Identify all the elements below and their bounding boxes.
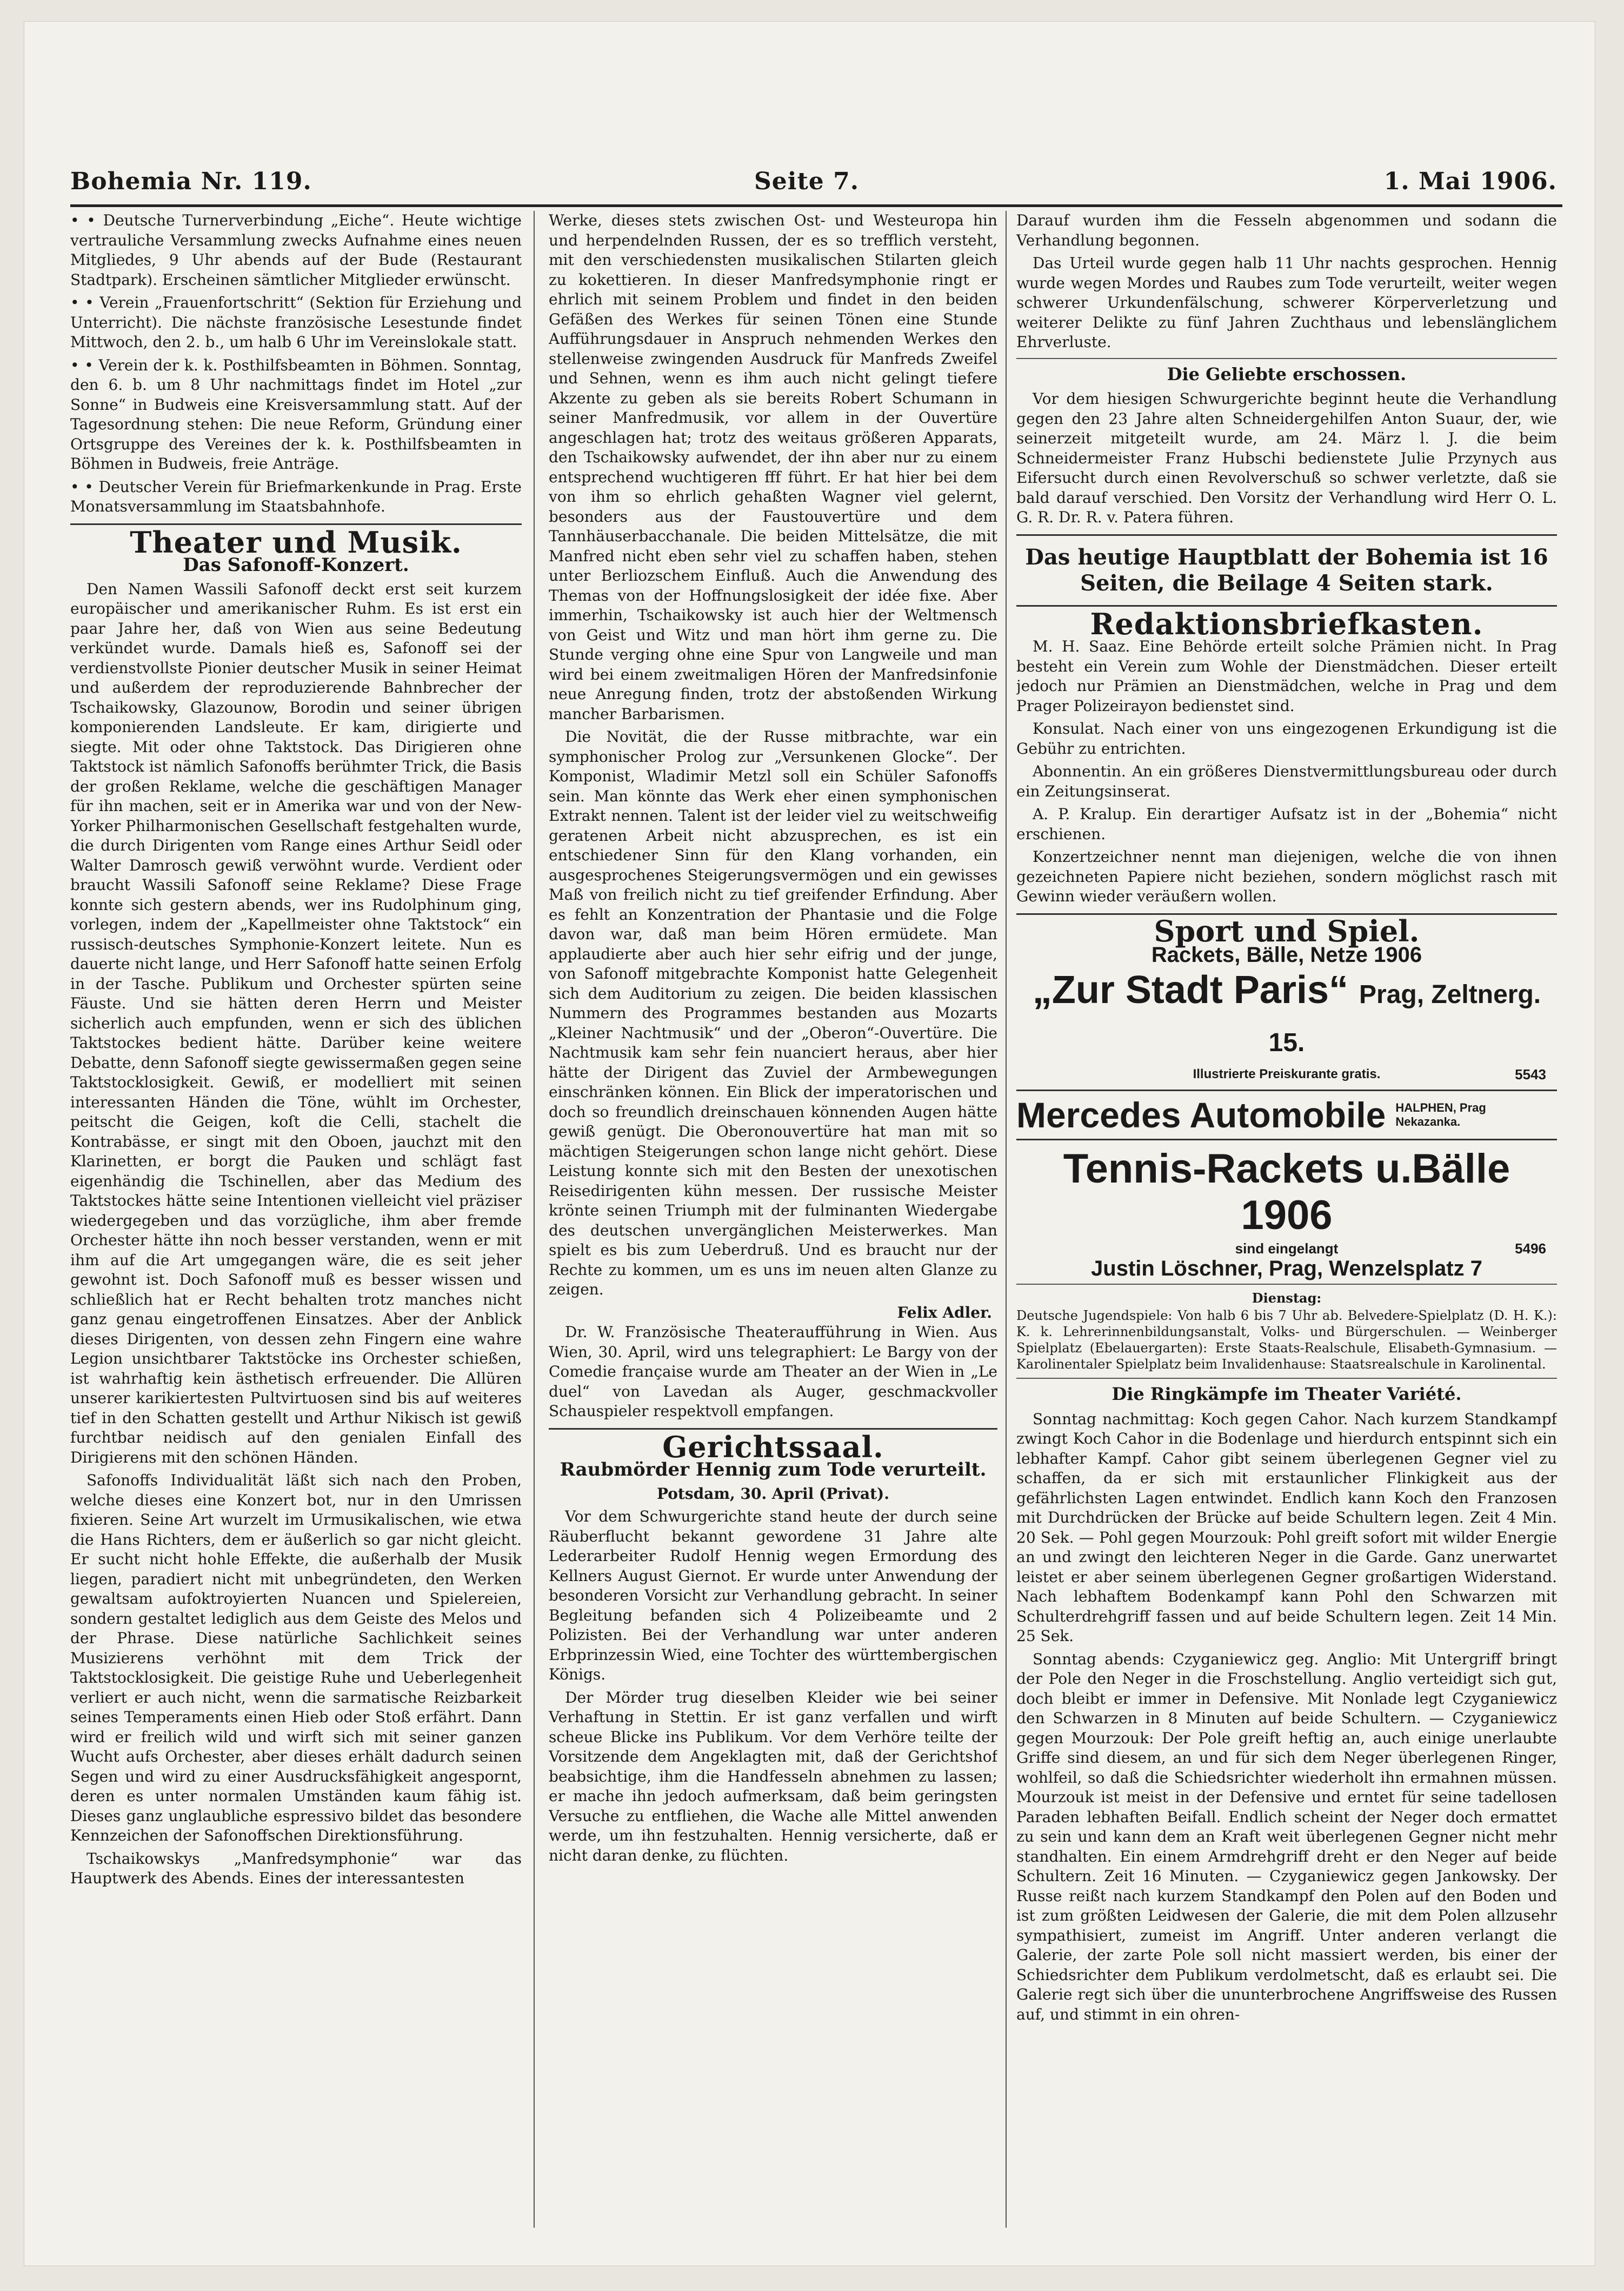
- club-notice: • • Verein der k. k. Posthilfsbeamten in Böhmen. Sonntag, den 6. b. um 8 Uhr nachmittags findet im Hotel „zur Sonne“ in Budweis eine Kreisversammlung statt. Auf der Tagesordnung stehen: Die neue Reform, Gründung einer Ortsgruppe des Vereines der k. k. Posthilfsbeamten in Böhmen in Budweis, freie Anträge.: [70, 356, 522, 473]
- mailbox-item: Konsulat. Nach einer von uns eingezogenen Erkundigung ist die Gebühr zu entrichten.: [1016, 720, 1557, 758]
- newspaper-page: [24, 22, 1595, 2266]
- advertisement-loeschner: [1016, 1146, 1557, 1278]
- section-rule: [1016, 1378, 1557, 1379]
- header-paper-number: Bohemia Nr. 119.: [70, 168, 312, 195]
- section-title-theater: Theater und Musik.: [130, 524, 462, 560]
- ad-headline: [1016, 968, 1557, 1065]
- ad-dealer: HALPHEN, Prag: [1395, 1101, 1486, 1114]
- article-title-shot: Die Geliebte erschossen.: [1167, 363, 1407, 384]
- article-paragraph: Vor dem Schwurgerichte stand heute der durch seine Räuberflucht bekannt gewordene 31 Jahre alte Lederarbeiter Rudolf Hennig wegen Ermordung des Kellners August Giernot. Er wurde unter Anwendung der besonderen Vorsicht zur Verhandlung gebracht. In seiner Begleitung befanden sich 4 Polizeibeamte und 2 Polizisten. Bei der Verhandlung war unter anderen Erbprinzessin Wied, eine Tochter des württembergischen Königs.: [549, 1508, 997, 1683]
- ad-headline: Tennis-Rackets u.Bälle 1906: [1063, 1146, 1510, 1238]
- section-rule: [1016, 534, 1557, 536]
- youth-games-program: [1016, 1290, 1557, 1372]
- header-page-number: Seite 7.: [754, 168, 860, 195]
- article-paragraph: Der Mörder trug dieselben Kleider wie bei seiner Verhaftung in Stettin. Er ist ganz verfallen und wirft scheue Blicke ins Publikum. Vor dem Verhöre teilte der Vorsitzende dem Angeklagten mit, daß der Gerichtshof beabsichtige, ihm die Handfesseln abnehmen zu lassen; er mache ihn jedoch aufmerksam, daß beim geringsten Versuche zu entfliehen, die Wache alle Mittel anwenden werde, um ihn festzuhalten. Hennig versicherte, daß er nicht daran denke, zu flüchten.: [549, 1688, 997, 1864]
- ad-code: 5543: [1515, 1066, 1546, 1083]
- article-paragraph: Safonoffs Individualität läßt sich nach den Proben, welche dieses eine Konzert bot, nur in den Umrissen fixieren. Seine Art wurzelt im Urmusikalischen, wie etwa die Hans Richters, dem er äußerlich so gar nicht gleicht. Er sucht nicht hohle Effekte, die außerhalb der Musik liegen, paradiert nicht mit unbegründeten, den Werken gewaltsam aufoktroyierten Nuancen und Spielereien, sondern gestaltet lediglich aus dem Geiste des Melos und der Phrase. Diese natürliche Sachlichkeit seines Musizierens verhöhnt mit dem Trick der Taktstocklosigkeit. Die geistige Ruhe und Ueberlegenheit verliert er auch nicht, wenn die sarmatische Reizbarkeit seines Temperaments einen Hieb oder Stoß erfährt. Dann wird er freilich wild und wirft sich mit seiner ganzen Wucht aufs Orchester, aber dieses erhält dadurch seinen Segen und wird zu einer Ausdrucksfähigkeit angespornt, deren es unter normalen Umständen kaum fähig ist. Dieses ganz unglaubliche espressivo bildet das besondere Kennzeichen der Safonoffschen Direktionsführung.: [70, 1471, 522, 1844]
- ad-headline: Mercedes Automobile: [1016, 1095, 1386, 1135]
- news-french-theater: Dr. W. Französische Theateraufführung in Wien. Aus Wien, 30. April, wird uns telegraphiert: Le Bargy von der Comedie française wurde am Theater an der Wien in „Le duel“ von Lavedan als Auger, geschmackvoller Schauspieler respektvoll empfangen.: [549, 1323, 997, 1420]
- article-paragraph: Tschaikowskys „Manfredsymphonie“ war das Hauptwerk des Abends. Eines der interessantesten: [70, 1849, 522, 1887]
- article-title-hennig: Raubmörder Hennig zum Tode verurteilt.: [560, 1459, 987, 1480]
- section-title-sport: Sport und Spiel.: [1154, 913, 1420, 948]
- column-divider-1: [534, 211, 535, 2228]
- ad-line: sind eingelangt: [1235, 1240, 1339, 1257]
- advertisement-stadt-paris: [1016, 945, 1557, 1084]
- column-divider-2: [1006, 211, 1007, 2228]
- section-title-mailbox: Redaktionsbriefkasten.: [1090, 606, 1483, 641]
- section-title-court: Gerichtssaal.: [662, 1429, 884, 1464]
- page-count-notice: Das heutige Hauptblatt der Bohemia ist 16 Seiten, die Beilage 4 Seiten stark.: [1025, 544, 1548, 596]
- mailbox-item: Abonnentin. An ein größeres Dienstvermittlungsbureau oder durch ein Zeitungsinserat.: [1016, 762, 1557, 800]
- column-3: [1016, 211, 1557, 2228]
- club-notice: • • Deutsche Turnerverbindung „Eiche“. Heute wichtige vertrauliche Versammlung zwecks Aufnahme eines neuen Mitgliedes, 9 Uhr abends auf der Bude (Restaurant Stadtpark). Erscheinen sämtlicher Mitglieder erwünscht.: [70, 211, 522, 289]
- program-text: Deutsche Jugendspiele: Von halb 6 bis 7 Uhr ab. Belvedere-Spielplatz (D. H. K.): K. k. Lehrerinnenbildungsanstalt, Volks- und Bürgerschulen. — Weinberger Spielplatz (Ebelauergarten): Erste Staats-Realschule, Elisabeth-Gymnasium. — Karolinentaler Spielplatz beim Invalidenhause: Staatsrealschule in Karolinental.: [1016, 1308, 1557, 1372]
- article-paragraph: Sonntag abends: Czyganiewicz geg. Anglio: Mit Untergriff bringt der Pole den Neger in die Froschstellung. Anglio verteidigt sich gut, doch bleibt er immer in Defensive. Mit Nonlade legt Czyganiewicz den Schwarzen in 8 Minuten auf beide Schultern. — Czyganiewicz gegen Mourzouk: Der Pole greift heftig an, auch einige unerlaubte Griffe sind diesem, an und für sich dem Neger überlegenen Ringer, wohlfeil, so daß die Schiedsrichter wiederholt ihn ermahnen müssen. Mourzouk ist meist in der Defensive und erntet für seine tadellosen Paraden lebhaften Beifall. Endlich scheint der Neger doch ermattet zu sein und kann dem an Kraft weit überlegenen Gegner nicht mehr standhalten. Ein einem Armdrehgriff dreht er den Neger auf beide Schultern. Zeit 16 Minuten. — Czyganiewicz gegen Jankowsky. Der Russe reißt nach kurzem Standkampf den Polen auf den Boden und ist zum größten Leidwesen der Galerie, die mit dem Polen allzusehr sympathisiert, zumeist im Angriff. Unter anderen verlangt die Galerie, der zarte Pole soll nicht massiert werden, bis einer der Schiedsrichter dem Publikum verdolmetscht, daß es erlaubt sei. Die Galerie regt sich über die ununterbrochene Angriffsweise des Russen auf, und stimmt in ein ohren-: [1016, 1650, 1557, 2023]
- section-rule: [1016, 1284, 1557, 1285]
- ad-footer: [1016, 1065, 1557, 1085]
- section-rule: [1016, 358, 1557, 359]
- header-rule: [70, 204, 1562, 207]
- ad-street: Nekazanka.: [1395, 1115, 1461, 1128]
- article-paragraph: Die Novität, die der Russe mitbrachte, war ein symphonischer Prolog zur „Versunkenen Glocke“. Der Komponist, Wladimir Metzl soll ein Schüler Safonoffs sein. Man könnte das Werk eher einen symphonischen Extrakt nennen. Talent ist der leider viel zu weitschweifig geratenen Arbeit nicht abzusprechen, es ist ein entschiedener Sinn für den Klang vorhanden, ein ausgesprochenes Steigerungsvermögen und ein gewisses Maß von freilich nicht zu tief greifender Erfindung. Aber es fehlt an Konzentration der Phantasie und die Folge davon war, daß man beim Hören ermüdete. Man applaudierte aber auch hier sehr eifrig und der junge, von Safonoff mitgebrachte Komponist hatte Gelegenheit sich dem Auditorium zu zeigen. Die beiden klassischen Nummern des Programmes bestanden aus Mozarts „Kleiner Nachtmusik“ und der „Oberon“-Ouvertüre. Die Nachtmusik kam sehr fein nuanciert heraus, aber hier hätte der Dirigent das Zuviel der Armbewegungen einschränken können. Ein Blick der imperatorischen und doch so freundlich dreinschauen könnenden Augen hätte gewiß genügt. Die Oberonouvertüre hat man mit so mächtigen Steigerungen schon lange nicht gehört. Diese Leistung konnte sich mit den Besten der unexotischen Reisedirigenten kühn messen. Der russische Meister krönte seinen Triumph mit der fulminanten Wiedergabe des deutschen unvergänglichen Meisterwerkes. Man spielt es bis zum Ueberdruß. Und es braucht nur der Rechte zu kommen, um es uns im neuen alten Glanze zu zeigen.: [549, 728, 997, 1298]
- ad-address: Prag, Zeltnerg. 15.: [1268, 980, 1541, 1057]
- ad-shop-name: „Zur Stadt Paris“: [1032, 968, 1349, 1012]
- club-notice: • • Verein „Frauenfortschritt“ (Sektion für Erziehung und Unterricht). Die nächste französische Lesestunde findet Mittwoch, den 2. b., um halb 6 Uhr im Vereinslokale statt.: [70, 294, 522, 351]
- program-title: Dienstag:: [1252, 1290, 1322, 1306]
- header-date: 1. Mai 1906.: [1383, 168, 1557, 195]
- article-paragraph: Vor dem hiesigen Schwurgerichte beginnt heute die Verhandlung gegen den 23 Jahre alten Schneidergehilfen Anton Suaur, der, wie seinerzeit mitgeteilt wurde, am 24. März l. J. die beim Schneidermeister Franz Hubschi bedienstete Julie Przynych aus Eifersucht durch einen Revolverschuß so schwer verletzte, daß sie bald darauf verschied. Den Vorsitz der Verhandlung wird Herr O. L. G. R. Dr. R. v. Patera führen.: [1016, 390, 1557, 526]
- club-notice: • • Deutscher Verein für Briefmarkenkunde in Prag. Erste Monatsversammlung im Staatsbahnhofe.: [70, 477, 522, 515]
- article-paragraph: Das Urteil wurde gegen halb 11 Uhr nachts gesprochen. Hennig wurde wegen Mordes und Raubes zum Tode verurteilt, weiter wegen schwerer Urkundenfälschung, schwerer Körperverletzung und weiterer Delikte zu fünf Jahren Zuchthaus und lebenslänglichem Ehrverluste.: [1016, 254, 1557, 351]
- article-signature: Felix Adler.: [897, 1303, 992, 1322]
- ad-subline: [1016, 1239, 1557, 1259]
- ad-code: 5496: [1515, 1240, 1546, 1257]
- article-title-wrestling: Die Ringkämpfe im Theater Variété.: [1111, 1384, 1462, 1404]
- column-2: [549, 211, 997, 2228]
- column-1: [70, 211, 522, 2228]
- dateline: Potsdam, 30. April (Privat).: [656, 1484, 890, 1503]
- mailbox-item: Konzertzeichner nennt man diejenigen, welche die von ihnen gezeichneten Papiere nicht beziehen, sondern möglichst rasch mit Gewinn wieder veräußern wollen.: [1016, 848, 1557, 905]
- ad-line: Illustrierte Preiskurante gratis.: [1193, 1066, 1381, 1081]
- advertisement-mercedes: [1016, 1090, 1557, 1140]
- article-paragraph: Darauf wurden ihm die Fesseln abgenommen und sodann die Verhandlung begonnen.: [1016, 211, 1557, 249]
- article-title-safonoff: Das Safonoff-Konzert.: [183, 554, 409, 576]
- article-paragraph: Werke, dieses stets zwischen Ost- und Westeuropa hin und herpendelnden Russen, der es so trefflich versteht, mit den verschiedensten musikalischen Stilarten gleich zu kokettieren. In dieser Manfredsymphonie ringt er ehrlich mit seinem Problem und findet in den beiden Gefäßen des Werkes für seinen Tönen eine Stunde Aufführungsdauer in Anspruch nehmenden Werkes den stellenweise zwingenden Ausdruck für Manfreds Zweifel und Sehnen, wenn es ihm auch nicht gelingt tiefere Akzente zu geben als sie bereits Robert Schumann in seiner Manfredmusik, vor allem in der Ouvertüre angeschlagen hat; trotz des weitaus größeren Apparats, den Tschaikowsky aufwendet, der ihn aber nur zu einem entsprechend wuchtigeren fff führt. Er hat hier bei dem von ihm so ehrlich gehaßten Wagner viel gelernt, besonders aus der Faustouvertüre und dem Tannhäuserbacchanale. Die beiden Mittelsätze, die mit Manfred nicht eben sehr viel zu schaffen haben, stehen unter Berliozschem Einfluß. Auch die Anwendung des Themas von der Hoffnungslosigkeit der idée fixe. Aber immerhin, Tschaikowsky ist auch hier der Weltmensch von Geist und Witz und man hört ihm gerne zu. Die Stunde verging ohne eine Spur von Langweile und man wird bei einem zweitmaligen Hören der Manfredsinfonie neue Anregung finden, trotz der abstoßenden Wirkung mancher Barbarismen.: [549, 211, 997, 723]
- mailbox-item: A. P. Kralup. Ein derartiger Aufsatz ist in der „Bohemia“ nicht erschienen.: [1016, 805, 1557, 843]
- article-paragraph: Den Namen Wassili Safonoff deckt erst seit kurzem europäischer und amerikanischer Ruhm. Es ist erst ein paar Jahre her, daß von Wien aus seine Bedeutung verkündet wurde. Damals hieß es, Safonoff sei der verdienstvollste Pionier deutscher Musik in seiner Heimat und außerdem der reproduzierende Bahnbrecher der Tschaikowsky, Glazounow, Borodin und seiner übrigen komponierenden Landsleute. Er kam, dirigierte und siegte. Mit oder ohne Taktstock. Das Dirigieren ohne Taktstock ist nämlich Safonoffs berühmter Trick, die Basis der großen Reklame, welche die geschäftigen Manager für ihn machen, seit er in Amerika war und von der New-Yorker Philharmonischen Gesellschaft festgehalten wurde, die durch Dirigenten vom Range eines Arthur Seidl oder Walter Damrosch gewiß verwöhnt wurde. Verdient oder braucht Wassili Safonoff seine Reklame? Diese Frage konnte sich gestern abends, wer ins Rudolphinum ging, vorlegen, indem der „Kapellmeister ohne Taktstock“ ein russisch-deutsches Symphonie-Konzert leitete. Nun es dauerte nicht lange, und Herr Safonoff hatte seinen Erfolg in der Tasche. Publikum und Orchester spürten seine Fäuste. Und sie hätten deren Herrn und Meister sicherlich auch empfunden, wenn er sich des üblichen Taktstockes bedient hätte. Darüber keine weitere Debatte, denn Safonoff siegte gewissermaßen gegen seine Taktstocklosigkeit. Gewiß, er modelliert mit seinen interessanten Händen die Töne, wühlt im Orchester, peitscht die Geigen, koſt die Celli, stachelt die Kontrabässe, er singt mit den Oboen, jauchzt mit den Klarinetten, er borgt die Pauken und schlägt fast eigenhändig die Tschinellen, aber das Medium des Taktstockes hätte seine Intentionen vielleicht viel präziser wiedergegeben und das vorzügliche, ihm aber fremde Orchester hätte ihn noch besser verstanden, wenn er mit ihm auf die Art umgegangen wäre, die es seit jeher gewohnt ist. Doch Safonoff muß es besser wissen und schließlich hat er Recht behalten trotz manches nicht ganz genau eingetroffenen Einsatzes. Aber der Anblick dieses Dirigenten, von dessen zehn Fingern eine wahre Legion unsichtbarer Taktstöcke ins Orchester schießen, ist wahrhaftig kein ästhetisch erfreuender. Die Allüren unserer karikiertesten Pultvirtuosen sind bis auf weiteres tief in den Schatten gestellt und Arthur Nikisch ist gewiß furchtbar neidisch auf den genialen Einfall des Dirigierens mit den schönen Händen.: [70, 580, 522, 1466]
- article-paragraph: Sonntag nachmittag: Koch gegen Cahor. Nach kurzem Standkampf zwingt Koch Cahor in die Bodenlage und hierdurch entspinnt sich ein lebhafter Kampf. Cahor gibt seinem überlegenen Gegner viel zu schaffen, da er sich mit erstaunlicher Flinkigkeit aus der gefährlichsten Lagen entwindet. Endlich kann Koch den Franzosen mit Durchdrücken der Brücke auf beide Schultern legen. Zeit 4 Min. 20 Sek. — Pohl gegen Mourzouk: Pohl greift sofort mit wilder Energie an und zwingt den leichteren Neger in die Garde. Ganz unerwartet leistet er aber seinem überlegenen Gegner großartigen Widerstand. Nach lebhaftem Bodenkampf kann Pohl den Schwarzen mit Schulterdrehgriff fassen und auf beide Schultern legen. Zeit 14 Min. 25 Sek.: [1016, 1410, 1557, 1645]
- mailbox-item: M. H. Saaz. Eine Behörde erteilt solche Prämien nicht. In Prag besteht ein Verein zum Wohle der Dienstmädchen. Dieser erteilt jedoch nur Prämien an Dienstmädchen, welche in Prag und dem Prager Polizeirayon bedienstet sind.: [1016, 638, 1557, 715]
- ad-firm: Justin Löschner, Prag, Wenzelsplatz 7: [1091, 1256, 1482, 1280]
- ad-line: Rackets, Bälle, Netze 1906: [1151, 943, 1422, 967]
